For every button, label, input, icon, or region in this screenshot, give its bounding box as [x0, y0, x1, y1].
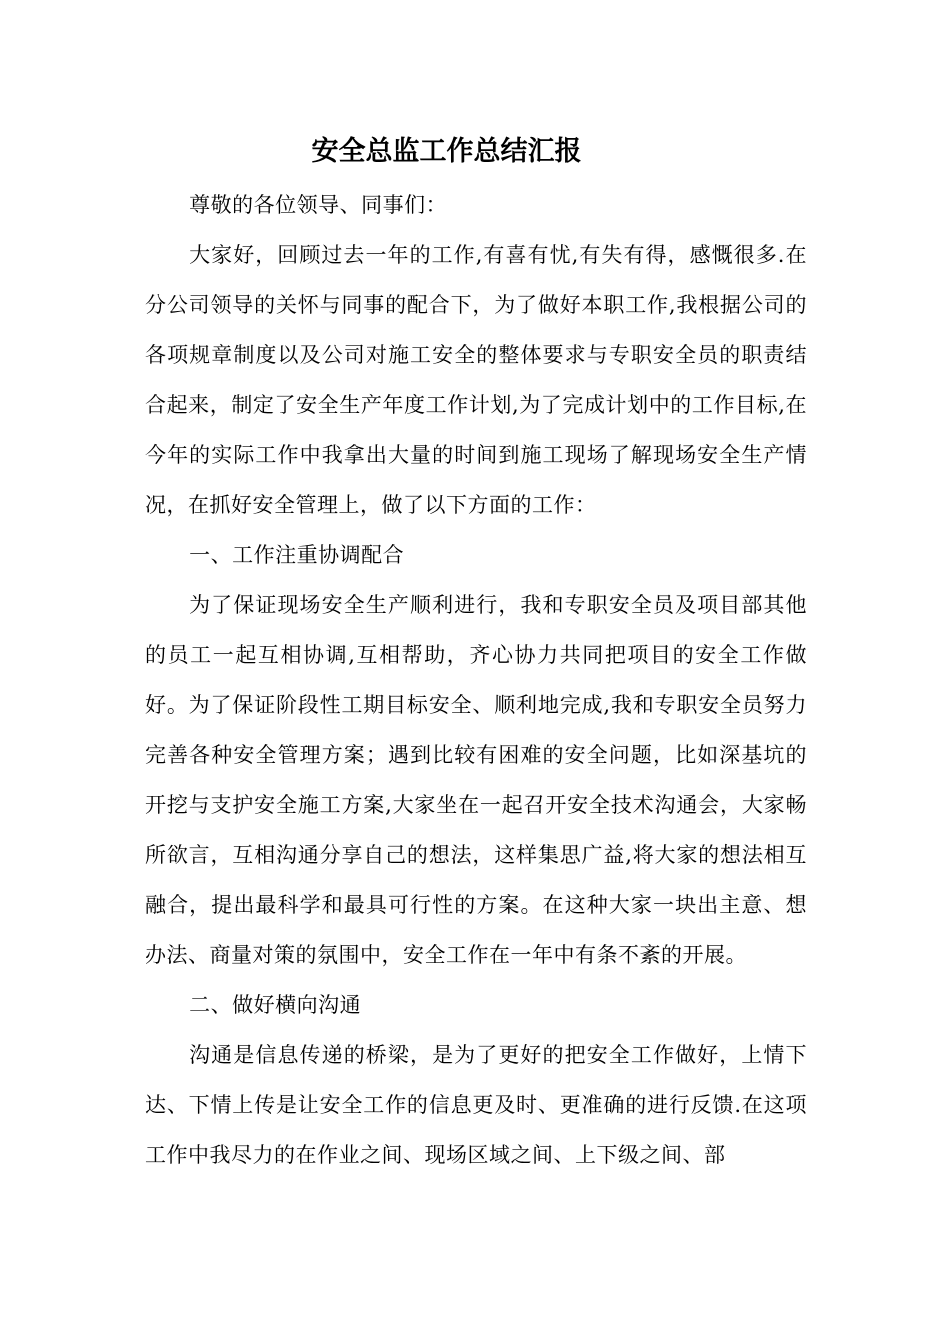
document-title: 安全总监工作总结汇报 [311, 136, 582, 167]
salutation-paragraph: 尊敬的各位领导、同事们： [189, 193, 448, 217]
section-1-paragraph: 为了保证现场安全生产顺利进行，我和专职安全员及项目部其他的员工一起互相协调,互相帮助，齐心协力共同把项目的安全工作做好。为了保证阶段性工期目标安全、顺利地完成,我和专职安全员努力完善各种安全管理方案；遇到比较有困难的安全问题，比如深基坑的开挖与支护安全施工方案,大家坐在一起召开安全技术沟通会，大家畅所欲言，互相沟通分享自己的想法，这样集思广益,将大家的想法相互融合，提出最科学和最具可行性的方案。在这种大家一块出主意、想办法、商量对策的氛围中，安全工作在一年中有条不紊的开展。 [145, 593, 807, 967]
intro-paragraph: 大家好，回顾过去一年的工作,有喜有忧,有失有得，感慨很多.在分公司领导的关怀与同事的配合下，为了做好本职工作,我根据公司的各项规章制度以及公司对施工安全的整体要求与专职安全员的职责结合起来，制定了安全生产年度工作计划,为了完成计划中的工作目标,在今年的实际工作中我拿出大量的时间到施工现场了解现场安全生产情况，在抓好安全管理上，做了以下方面的工作： [145, 243, 807, 517]
section-2-paragraph: 沟通是信息传递的桥梁，是为了更好的把安全工作做好，上情下达、下情上传是让安全工作的信息更及时、更准确的进行反馈.在这项工作中我尽力的在作业之间、现场区域之间、上下级之间、部 [145, 1043, 807, 1167]
document-body [145, 180, 807, 1180]
section-heading-2: 二、做好横向沟通 [189, 993, 362, 1017]
section-heading-1: 一、工作注重协调配合 [189, 543, 405, 567]
